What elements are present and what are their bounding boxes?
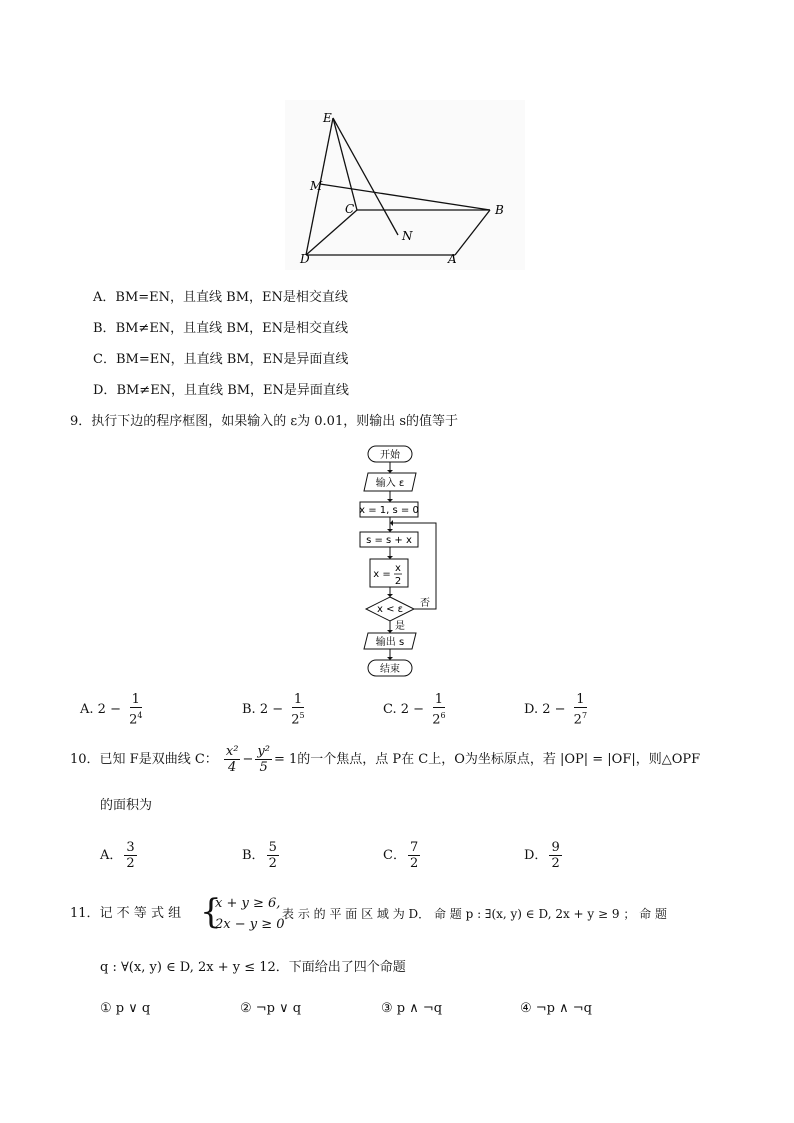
flow-step2-den: 2 (394, 576, 402, 587)
q9-option-c: C. 2 − $\frac{1}{2^6}$ (383, 692, 446, 728)
q11-prop-2: ② ¬p ∨ q (240, 1001, 302, 1016)
flow-init-text: x = 1, s = 0 (359, 505, 419, 516)
q9-option-a: A. 2 − $\frac{1}{2^4}$ (80, 692, 143, 728)
q8-option-b: B．BM≠EN，且直线 BM，EN是相交直线 (93, 321, 349, 336)
q11-prop-1: ① p ∨ q (100, 1001, 151, 1016)
q9-option-d: D. 2 − $\frac{1}{2^7}$ (524, 692, 588, 728)
label-M: M (310, 179, 323, 193)
q10-stem: 10．已知 F是双曲线 C： $\frac{\text{x²}}{4}$ − $\frac{\text{y²}}{5}$ = 1的一个焦点，点 P在 C上，O为坐标原点，若 |OP| = |OF|，则△OPF (70, 744, 701, 775)
q10-option-a: A． $\frac{3}{2}$ (100, 840, 135, 871)
flow-step2-num: x (395, 563, 401, 574)
q8-option-a: A．BM=EN，且直线 BM，EN是相交直线 (93, 290, 348, 305)
flow-step1-text: s = s + x (366, 535, 412, 546)
flow-yes-label: 是 (395, 621, 405, 632)
flow-end-text: 结束 (380, 664, 400, 675)
label-N: N (402, 229, 413, 243)
q11-stem-b: 表 示 的 平 面 区 域 为 D． 命 题 p : ∃(x, y) ∈ D, 2x + y ≥ 9 ； 命 题 (282, 907, 667, 921)
label-B: B (495, 203, 504, 217)
system-brace: { (200, 892, 222, 932)
q8-option-d: D．BM≠EN，且直线 BM，EN是异面直线 (93, 383, 349, 398)
flow-no-label: 否 (420, 598, 430, 609)
q11-ineq-2: 2x − y ≥ 0 (215, 917, 285, 932)
flow-step2-lhs: x = (373, 569, 391, 580)
flow-output-text: 输出 s (375, 637, 405, 648)
flow-start-text: 开始 (380, 450, 400, 461)
q11-stem-c: q : ∀(x, y) ∈ D, 2x + y ≤ 12．下面给出了四个命题 (100, 960, 406, 975)
q11-ineq-1: x + y ≥ 6, (215, 896, 281, 911)
q10-option-d: D． $\frac{9}{2}$ (524, 840, 560, 871)
label-E: E (323, 111, 332, 125)
label-C: C (345, 202, 355, 216)
q10-option-b: B． $\frac{5}{2}$ (242, 840, 277, 871)
flow-cond-text: x < ε (376, 604, 404, 615)
geometry-figure (285, 100, 525, 270)
q9-stem: 9．执行下边的程序框图，如果输入的 ε为 0.01，则输出 s的值等于 (70, 414, 459, 429)
label-D: D (300, 252, 310, 266)
q11-prop-3: ③ p ∧ ¬q (381, 1001, 443, 1016)
q11-prop-4: ④ ¬p ∧ ¬q (520, 1001, 592, 1016)
flowchart (340, 440, 460, 688)
q10-stem-cont: 的面积为 (100, 798, 153, 813)
label-A: A (448, 252, 457, 266)
q11-stem-a: 11．记 不 等 式 组 (70, 906, 182, 921)
q9-option-b: B. 2 − $\frac{1}{2^5}$ (242, 692, 305, 728)
q10-option-c: C． $\frac{7}{2}$ (383, 840, 419, 871)
flow-input-text: 输入 ε (375, 478, 405, 489)
q8-option-c: C．BM=EN，且直线 BM，EN是异面直线 (93, 352, 349, 367)
